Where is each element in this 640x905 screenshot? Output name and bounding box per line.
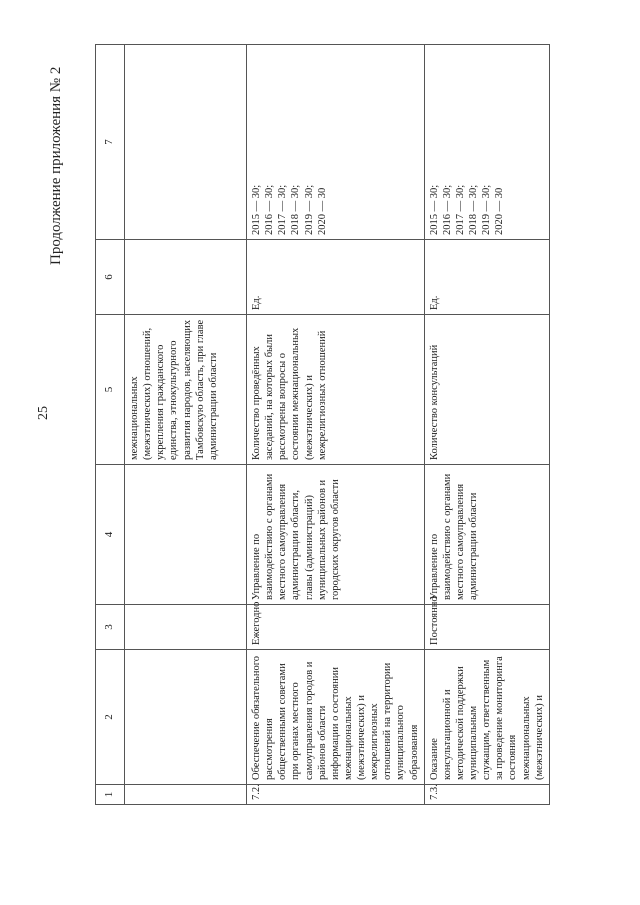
year-value: 2016 — 30; <box>264 184 276 235</box>
table-row <box>247 45 425 805</box>
table-header-row <box>96 45 125 805</box>
cell-num: 7.2. <box>247 785 425 805</box>
col-header: 4 <box>96 465 125 605</box>
cell-unit: Ед. <box>247 240 425 315</box>
col-header: 3 <box>96 605 125 650</box>
measures-table <box>95 44 550 805</box>
cell-values <box>424 45 549 240</box>
continuation-title: Продолжение приложения № 2 <box>48 66 64 265</box>
year-value: 2017 — 30; <box>454 184 466 235</box>
table-row <box>424 45 549 805</box>
cell-deadline: Постоянно <box>424 605 549 650</box>
cell-deadline <box>125 605 247 650</box>
col-header: 7 <box>96 45 125 240</box>
cell-name <box>125 650 247 785</box>
col-header: 6 <box>96 240 125 315</box>
cell-deadline: Ежегодно <box>247 605 425 650</box>
cell-name: Обеспечение обязательного рассмотрения общественными советами при органах местного самоуправления городов и районов области информации о состоянии межнациональных (межэтнических) и межрелигиозных отношений на территории муниципального образования <box>247 650 425 785</box>
cell-num <box>125 785 247 805</box>
year-value: 2017 — 30; <box>277 184 289 235</box>
cell-indicator: межнациональных (межэтнических) отношений, укрепления гражданского единства, этнокультурного развития народов, населяющих Тамбовскую область, при главе администрации области <box>125 315 247 465</box>
cell-executor <box>125 465 247 605</box>
cell-unit <box>125 240 247 315</box>
cell-executor: Управление по взаимодействию с органами местного самоуправления администрации области <box>424 465 549 605</box>
year-value: 2015 — 30; <box>428 184 440 235</box>
cell-indicator: Количество консультаций <box>424 315 549 465</box>
page-number: 25 <box>36 406 51 420</box>
year-value: 2019 — 30; <box>481 184 493 235</box>
cell-unit: Ед. <box>424 240 549 315</box>
cell-num: 7.3. <box>424 785 549 805</box>
year-value: 2018 — 30; <box>468 184 479 235</box>
year-value: 2015 — 30; <box>251 184 262 235</box>
cell-values <box>125 45 247 240</box>
year-value: 2019 — 30; <box>303 184 315 235</box>
year-value: 2018 — 30; <box>290 184 302 235</box>
year-value: 2020 — 30 <box>316 187 328 235</box>
year-value: 2020 — 30 <box>494 187 506 235</box>
cell-indicator: Количество проведённых заседаний, на которых были рассмотрены вопросы о состоянии межнациональных (межэтнических) и межрелигиозных отношений <box>247 315 425 465</box>
cell-values <box>247 45 425 240</box>
table-row <box>125 45 247 805</box>
rotated-table-wrapper <box>95 45 545 805</box>
year-value: 2016 — 30; <box>441 184 453 235</box>
col-header: 2 <box>96 650 125 785</box>
col-header: 5 <box>96 315 125 465</box>
cell-executor: Управление по взаимодействию с органами местного самоуправления администрации области, главы (администраций) муниципальных районов и городских округов области <box>247 465 425 605</box>
cell-name: Оказание консультационной и методической поддержки муниципальным служащим, ответственным за проведение мониторинга состояния межнациональных (межэтнических) и <box>424 650 549 785</box>
col-header: 1 <box>96 785 125 805</box>
